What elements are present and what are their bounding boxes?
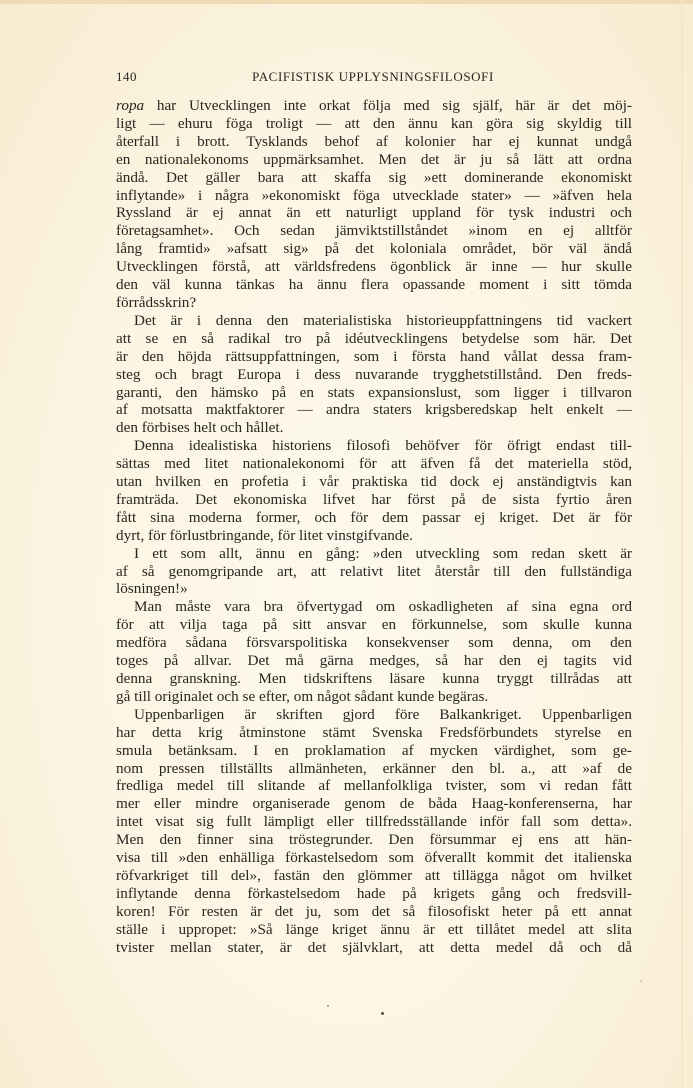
text-line [116, 151, 632, 169]
text-line-content: nom pressen tillställts allmänheten, erkänner den bl. a., att »af de [116, 759, 632, 777]
text-line-content: sättas med litet nationalekonomi för att äfven få det materiella stöd, [116, 455, 632, 473]
text-line-content: medföra sådana försvarspolitiska konsekvenser som denna, om den [116, 634, 632, 652]
text-line [116, 813, 632, 831]
text-line [116, 670, 632, 688]
text-line [116, 330, 632, 348]
text-line-content: inflytande» i några »ekonomiskt föga utvecklade stater» — »äfven hela [116, 186, 632, 204]
text-line-content: Man måste vara bra öfvertygad om oskadligheten af sina egna ord [134, 598, 632, 616]
text-line-content: ligt — ehuru föga troligt — att den ännu kan göra sig skyldig till [116, 114, 632, 132]
text-line [116, 903, 632, 921]
text-line-content: intet visat sig fullt lämpligt eller tillfredsställande inför fall som detta». [116, 813, 632, 831]
text-line [116, 742, 632, 760]
text-line [116, 187, 632, 205]
page-right-edge [681, 0, 683, 1088]
text-line [116, 563, 632, 581]
text-line-content: af motsatta maktfaktorer — andra staters krigsberedskap helt enkelt — [116, 401, 632, 419]
text-line [116, 294, 632, 312]
text-line-content: garanti, den hämsko på en stats expansionslust, som ligger i tillvaron [116, 383, 632, 401]
text-line-content: tvister mellan stater, är det självklart, att detta medel då och då [116, 938, 632, 956]
text-line-content: Men den finner sina tröstegrunder. Den försummar ej ens att hän- [116, 831, 632, 849]
text-line-content: Ryssland är ej annat än ett naturligt uppland för tysk industri och [116, 204, 632, 222]
text-line [116, 527, 632, 545]
text-line [116, 169, 632, 187]
text-line-content: är den höjda rättsuppfattningen, som i första hand vållat dessa fram- [116, 347, 632, 365]
text-line [116, 706, 632, 724]
text-line-content: utan hvilken en profetia i vår praktiska tid dock ej anständigtvis kan [116, 473, 632, 491]
body-text [116, 97, 632, 957]
text-line [116, 204, 632, 222]
text-line [116, 795, 632, 813]
text-line-content: dyrt, för förlustbringande, för litet vinstgifvande. [116, 526, 413, 544]
text-line-content: återfall i brott. Tysklands behof af kolonier har ej kunnat undgå [116, 132, 632, 150]
text-line-content: denna granskning. Men tidskriftens läsare kunna tryggt tillrådas att [116, 670, 632, 687]
text-line [116, 258, 632, 276]
text-line-content: toges på allvar. Det må gärna medges, så har den ej tagits vid [116, 652, 632, 670]
text-line [116, 580, 632, 598]
text-line-content: en nationalekonoms uppmärksamhet. Men det är ju så lätt att ordna [116, 150, 632, 168]
text-line [116, 115, 632, 133]
text-line [116, 831, 632, 849]
text-line [116, 652, 632, 670]
text-line [116, 276, 632, 294]
text-line-content: har detta krig åtminstone stämt Svenska Fredsförbundets styrelse en [116, 723, 632, 741]
text-line [116, 384, 632, 402]
text-line [116, 97, 632, 115]
text-line [116, 455, 632, 473]
text-line-content: lösningen!» [116, 580, 188, 598]
text-line-content: Uppenbarligen är skriften gjord före Balkankriget. Uppenbarligen [134, 705, 632, 723]
text-line [116, 545, 632, 563]
scan-speck [640, 980, 642, 982]
text-line-content: fredliga medel till slitande af mellanfolkliga tvister, som vi redan fått [116, 777, 632, 795]
text-line-content: Utvecklingen förstå, att världsfredens ögonblick är inne — hur skulle [116, 258, 632, 276]
text-line-content: Denna idealistiska historiens filosofi behöfver för öfrigt endast till- [134, 437, 632, 455]
text-line-content: ställe i uppropet: »Så länge kriget ännu är ett tillåtet medel att slita [116, 920, 632, 938]
text-line-content: den förbises helt och hållet. [116, 419, 284, 437]
text-line [116, 437, 632, 455]
text-line-content: visa till »den enhälliga förkastelsedom som öfverallt kommit det italienska [116, 849, 632, 867]
text-line-content: förrådsskrin? [116, 293, 197, 311]
text-line-content: lång framtid» »afsatt sig» på det koloniala området, bör väl ändå [116, 240, 632, 258]
text-line [116, 473, 632, 491]
text-line [116, 760, 632, 778]
text-line [116, 240, 632, 258]
text-line [116, 885, 632, 903]
text-line [116, 419, 632, 437]
text-line-content: Det är i denna den materialistiska historieuppfattningens tid vackert [134, 311, 632, 329]
text-line-content: har Utvecklingen inte orkat följa med sig själf, här är det möj- [156, 97, 632, 114]
text-line-content: den väl kunna tänkas ha ännu flera opassande moment i sitt tömda [116, 276, 632, 294]
text-line-content: röfvarkriget till del», fastän den glömmer att tillägga något om hvilket [116, 866, 632, 884]
text-line-content: att se en så radikal tro på idéutvecklingens betydelse som här. Det [116, 329, 632, 347]
text-line-content: koren! För resten är det ju, som det så filosofiskt heter på ett annat [116, 902, 632, 920]
running-head [116, 69, 632, 87]
text-line [116, 939, 632, 957]
text-line-content: inflytande denna förkastelsedom hade på krigets gång och fredsvill- [116, 884, 632, 902]
running-title: PACIFISTISK UPPLYSNINGSFILOSOFI [252, 69, 494, 84]
text-line-content: af så genomgripande art, att relativt litet återstår till den fullständiga [116, 562, 632, 580]
italic-word: ropa [116, 97, 157, 114]
text-line-content: gå till originalet och se efter, om något sådant kunde begäras. [116, 687, 489, 705]
scan-speck [381, 1012, 384, 1015]
text-line-content: fått sina moderna former, och för dem passar ej kriget. Det är för [116, 508, 632, 526]
page-top-edge [0, 0, 693, 4]
text-line [116, 491, 632, 509]
text-line-content: smula betänksam. I en proklamation af mycken värdighet, som ge- [116, 741, 632, 759]
text-line [116, 366, 632, 384]
text-line [116, 724, 632, 742]
text-line [116, 348, 632, 366]
text-line-content: mer eller mindre organiserade genom de båda Haag-konferenserna, har [116, 795, 632, 813]
text-line [116, 598, 632, 616]
scan-speck [327, 1005, 329, 1007]
text-line [116, 777, 632, 795]
text-line [116, 634, 632, 652]
text-line [116, 133, 632, 151]
text-line-content: för att vilja taga på sitt ansvar en förkunnelse, som skulle kunna [116, 616, 632, 634]
text-line-content: I ett som allt, ännu en gång: »den utveckling som redan skett är [134, 544, 632, 562]
text-line [116, 509, 632, 527]
text-line [116, 401, 632, 419]
text-line [116, 312, 632, 330]
text-line-content: framträda. Det ekonomiska lifvet har först på de sista fyrtio åren [116, 490, 632, 508]
text-line [116, 688, 632, 706]
text-line [116, 616, 632, 634]
text-line [116, 849, 632, 867]
text-line [116, 222, 632, 240]
text-line [116, 921, 632, 939]
text-line-content: ändå. Det gäller bara att skaffa sig »ett dominerande ekonomiskt [116, 168, 632, 186]
text-line [116, 867, 632, 885]
text-line-content: steg och bragt Europa i dess nuvarande trygghetstillstånd. Den freds- [116, 365, 632, 383]
text-line-content: företagsamhet». Och sedan jämviktstillståndet »inom en ej alltför [116, 222, 632, 240]
page-number: 140 [116, 69, 137, 84]
